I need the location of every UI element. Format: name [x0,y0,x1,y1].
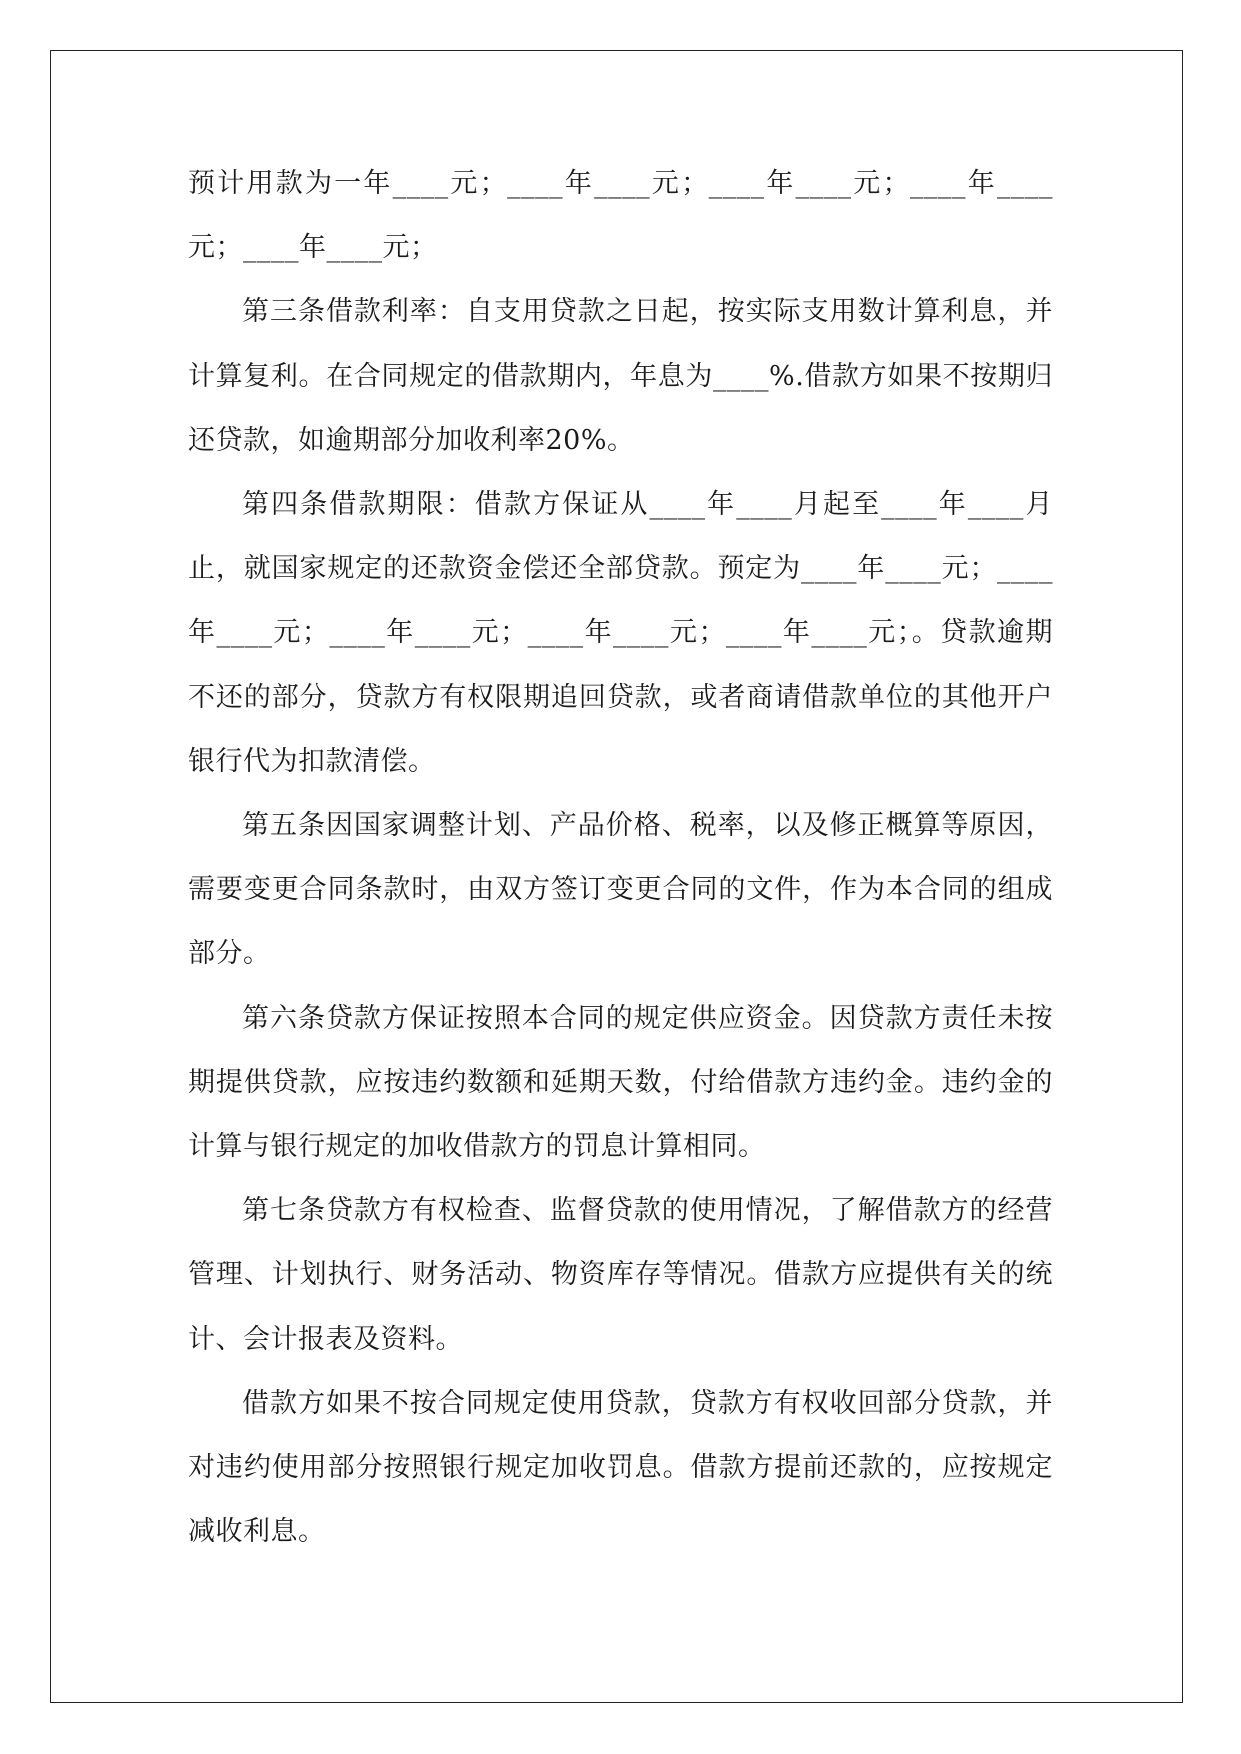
document-body [188,152,1053,1564]
paragraph-article-5-contract-change: 第五条因国家调整计划、产品价格、税率，以及修正概算等原因，需要变更合同条款时，由双方签订变更合同的文件，作为本合同的组成部分。 [188,810,1053,970]
paragraph-loan-schedule: 预计用款为一年____元；____年____元；____年____元；____年____元；____年____元； [188,168,1053,264]
paragraph-article-6-lender-guarantee: 第六条贷款方保证按照本合同的规定供应资金。因贷款方责任未按期提供贷款，应按违约数额和延期天数，付给借款方违约金。违约金的计算与银行规定的加收借款方的罚息计算相同。 [188,1002,1053,1163]
paragraph-article-3-interest-rate: 第三条借款利率：自支用贷款之日起，按实际支用数计算利息，并计算复利。在合同规定的借款期内，年息为____%.借款方如果不按期归还贷款，如逾期部分加收利率20%。 [188,296,1053,456]
paragraph-article-4-loan-term: 第四条借款期限：借款方保证从____年____月起至____年____月止，就国家规定的还款资金偿还全部贷款。预定为____年____元；____年____元；____年____元；____年____元；____年____元；。贷款逾期不还的部分，贷款方有权限期追回贷款，或者商请借款单位的其他开户银行代为扣款清偿。 [188,489,1053,777]
paragraph-article-7-lender-inspection: 第七条贷款方有权检查、监督贷款的使用情况，了解借款方的经营管理、计划执行、财务活动、物资库存等情况。借款方应提供有关的统计、会计报表及资料。 [188,1195,1053,1355]
paragraph-misuse-penalty: 借款方如果不按合同规定使用贷款，贷款方有权收回部分贷款，并对违约使用部分按照银行规定加收罚息。借款方提前还款的，应按规定减收利息。 [188,1387,1053,1548]
